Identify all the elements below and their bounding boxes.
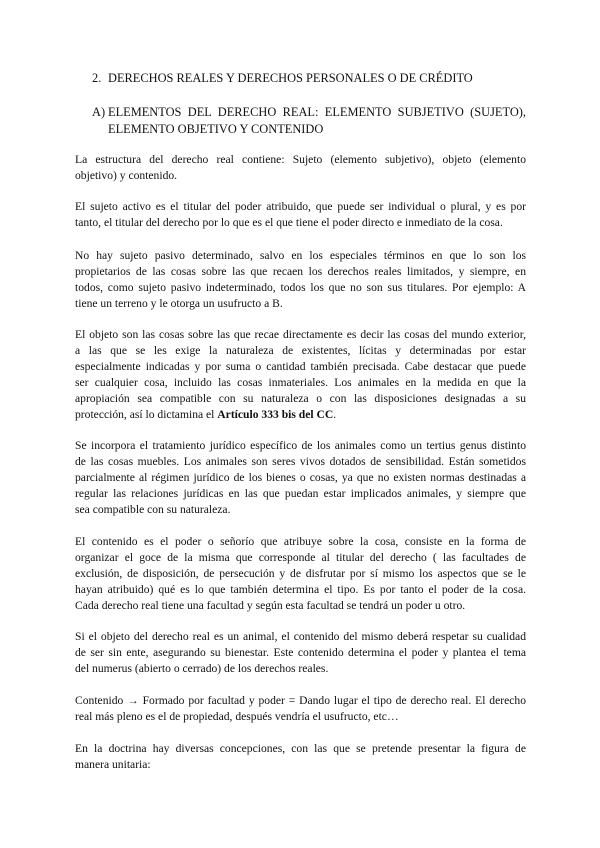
paragraph-line: El objeto son las cosas sobre las que recae directamente es decir las cosas del mundo exterior, bbox=[75, 328, 526, 341]
paragraph-line: de ser sin ente, asegurando su bienestar. Este contenido determina el poder y plantea el tema bbox=[75, 646, 526, 659]
paragraph-line: real más pleno es el de propiedad, después vendría el usufructo, etc… bbox=[75, 710, 399, 723]
paragraph-line: objetivo) y contenido. bbox=[75, 169, 178, 182]
paragraph-line: regular las relaciones jurídicas en las que puedan estar implicados animales, y siempre que bbox=[75, 487, 526, 500]
subsection-heading-line: ELEMENTOS DEL DERECHO REAL: ELEMENTO SUBJETIVO (SUJETO), bbox=[108, 105, 526, 119]
paragraph-line: Contenido → Formado por facultad y poder = Dando lugar el tipo de derecho real. El derecho bbox=[75, 694, 526, 707]
section-heading: DERECHOS REALES Y DERECHOS PERSONALES O DE CRÉDITO bbox=[108, 71, 473, 85]
paragraph-line: parcialmente al régimen jurídico de los bienes o cosas, ya que no existen normas destinadas a bbox=[75, 471, 526, 484]
paragraph-text: . bbox=[333, 408, 337, 421]
subsection-letter: A) bbox=[92, 105, 106, 119]
paragraph-line: La estructura del derecho real contiene: Sujeto (elemento subjetivo), objeto (elemento bbox=[75, 153, 526, 166]
paragraph-line: Se incorpora el tratamiento jurídico específico de los animales como un tertius genus distinto bbox=[75, 439, 526, 452]
paragraph-line: a las que se les exige la naturaleza de existentes, lícitas y determinadas por estar bbox=[75, 344, 526, 357]
paragraph-text: protección, así lo dictamina el bbox=[75, 408, 218, 421]
paragraph-line: exclusión, de disposición, de persecución y de disfrutar por sí mismo los aspectos que se le bbox=[75, 567, 526, 580]
paragraph-line: sea compatible con su naturaleza. bbox=[75, 503, 231, 516]
paragraph-line: El sujeto activo es el titular del poder atribuido, que puede ser individual o plural, y es por bbox=[75, 200, 526, 213]
paragraph-line: propietarios de las cosas sobre las que recaen los derechos reales limitados, y siempre, en bbox=[75, 265, 526, 278]
paragraph-line: Si el objeto del derecho real es un animal, el contenido del mismo deberá respetar su cualidad bbox=[75, 630, 526, 643]
paragraph-line: Cada derecho real tiene una facultad y según esta facultad se tendrá un poder u otro. bbox=[75, 599, 466, 612]
paragraph-line: El contenido es el poder o señorío que atribuye sobre la cosa, consiste en la forma de bbox=[75, 535, 526, 548]
subsection-heading-line: ELEMENTO OBJETIVO Y CONTENIDO bbox=[108, 122, 324, 136]
paragraph-line: de las cosas muebles. Los animales son seres vivos dotados de sensibilidad. Están sometidos bbox=[75, 455, 526, 468]
paragraph-line: todos, como sujeto pasivo indeterminado, todos los que no son sus titulares. Por ejemplo: A bbox=[75, 281, 526, 294]
paragraph-line: hayan atribuido) qué es lo que también determina el tipo. Es por tanto el poder de la cosa. bbox=[75, 583, 526, 596]
paragraph-line: del numerus (abierto o cerrado) de los derechos reales. bbox=[75, 662, 329, 675]
paragraph-line: En la doctrina hay diversas concepciones, con las que se pretende presentar la figura de bbox=[75, 742, 526, 755]
paragraph-line: ser cualquier cosa, incluido las cosas inmateriales. Los animales en la medida en que la bbox=[75, 376, 526, 389]
paragraph-line bbox=[75, 407, 336, 423]
paragraph-line: organizar el goce de la misma que corresponde al titular del derecho ( las facultades de bbox=[75, 551, 526, 564]
paragraph-line: apropiación sea compatible con su naturaleza o con las disposiciones designadas a su bbox=[75, 392, 526, 405]
paragraph-line: especialmente indicadas y por suma o cantidad también precisada. Cabe destacar que puede bbox=[75, 360, 526, 373]
paragraph-line: No hay sujeto pasivo determinado, salvo en los especiales términos en que lo son los bbox=[75, 249, 526, 262]
section-number: 2. bbox=[92, 71, 102, 85]
paragraph-line: tanto, el titular del derecho por lo que es el que tiene el poder directo e inmediato de la cosa. bbox=[75, 216, 503, 229]
article-reference: Artículo 333 bis del CC bbox=[217, 408, 334, 421]
paragraph-line: manera unitaria: bbox=[75, 758, 151, 771]
paragraph-line: tiene un terreno y le otorga un usufructo a B. bbox=[75, 297, 283, 310]
